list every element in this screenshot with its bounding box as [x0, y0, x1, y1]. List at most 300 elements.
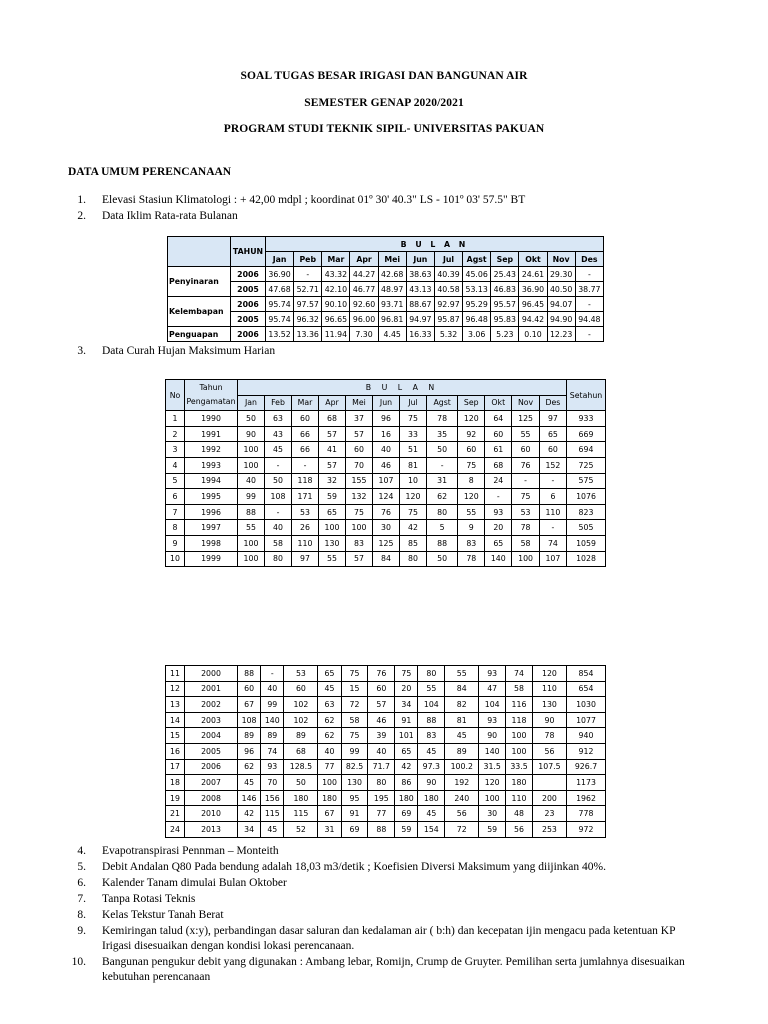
value-cell: 100 — [512, 551, 540, 567]
value-cell: 40.50 — [547, 282, 575, 297]
value-cell: - — [512, 473, 540, 489]
value-cell: 38.63 — [406, 267, 434, 282]
total-cell: 778 — [567, 806, 606, 822]
value-cell: 35 — [427, 426, 458, 442]
year-cell: 1993 — [185, 457, 238, 473]
value-cell: 40 — [238, 473, 265, 489]
value-cell: 46.77 — [350, 282, 378, 297]
list-item-number: 8. — [77, 909, 86, 921]
value-cell: 76 — [368, 666, 395, 682]
value-cell: 67 — [238, 697, 261, 713]
value-cell: 90 — [479, 728, 506, 744]
value-cell: 46.83 — [491, 282, 519, 297]
month-header: Jun — [406, 252, 434, 267]
value-cell: 31 — [318, 821, 341, 837]
value-cell: 100 — [238, 551, 265, 567]
table-row — [166, 489, 606, 505]
value-cell: 110 — [292, 535, 319, 551]
value-cell: 108 — [238, 712, 261, 728]
value-cell: 115 — [284, 806, 318, 822]
month-header: Peb — [294, 252, 322, 267]
value-cell: 96.00 — [350, 312, 378, 327]
rain-header-row — [166, 380, 606, 396]
value-cell: 99 — [261, 697, 284, 713]
value-cell: 96 — [238, 743, 261, 759]
total-cell: 912 — [567, 743, 606, 759]
list-item-text: Elevasi Stasiun Klimatologi : + 42,00 mdpl ; koordinat 01º 30' 40.3" LS - 101º 03' 57.5" BT — [102, 194, 526, 206]
value-cell: 51 — [400, 442, 427, 458]
value-cell: 56 — [506, 821, 533, 837]
year-cell: 2003 — [185, 712, 238, 728]
value-cell: 31.5 — [479, 759, 506, 775]
value-cell: 57 — [319, 426, 346, 442]
value-cell: 93 — [261, 759, 284, 775]
month-header: Jan — [238, 395, 265, 411]
value-cell: 65 — [395, 743, 418, 759]
value-cell: 180 — [318, 790, 341, 806]
month-header: Jan — [266, 252, 294, 267]
value-cell: 26 — [292, 520, 319, 536]
climate-row — [168, 297, 604, 312]
value-cell: 253 — [532, 821, 566, 837]
value-cell: 120 — [532, 666, 566, 682]
value-cell: 60 — [458, 442, 485, 458]
value-cell: 152 — [539, 457, 566, 473]
value-cell: 90 — [418, 775, 445, 791]
year-cell: 1999 — [185, 551, 238, 567]
table-row — [166, 790, 606, 806]
value-cell: 57 — [346, 551, 373, 567]
value-cell: 63 — [318, 697, 341, 713]
value-cell: 130 — [532, 697, 566, 713]
value-cell: 70 — [346, 457, 373, 473]
year-cell: 2006 — [185, 759, 238, 775]
doc-title-line3: PROGRAM STUDI TEKNIK SIPIL- UNIVERSITAS PAKUAN — [223, 123, 545, 135]
empty-header-cell — [168, 237, 231, 267]
value-cell: 30 — [479, 806, 506, 822]
total-cell: 823 — [567, 504, 606, 520]
value-cell: 59 — [319, 489, 346, 505]
value-cell: - — [575, 267, 603, 282]
value-cell: 154 — [418, 821, 445, 837]
value-cell: 74 — [539, 535, 566, 551]
value-cell: 100 — [238, 535, 265, 551]
value-cell: 41 — [319, 442, 346, 458]
value-cell: 0.10 — [519, 327, 547, 342]
month-header: Apr — [350, 252, 378, 267]
value-cell: 34 — [238, 821, 261, 837]
value-cell: 58 — [506, 681, 533, 697]
value-cell: 55 — [319, 551, 346, 567]
value-cell: 83 — [418, 728, 445, 744]
list-item-text: Kalender Tanam dimulai Bulan Oktober — [102, 877, 287, 889]
value-cell: 7.30 — [350, 327, 378, 342]
value-cell: - — [265, 457, 292, 473]
value-cell: 116 — [506, 697, 533, 713]
value-cell: 65 — [539, 426, 566, 442]
value-cell: 38.77 — [575, 282, 603, 297]
value-cell: 81 — [400, 457, 427, 473]
list-item-text-cont: kebutuhan perencanaan — [102, 971, 211, 983]
value-cell: 48 — [506, 806, 533, 822]
no-cell: 11 — [166, 666, 185, 682]
value-cell: 82 — [445, 697, 479, 713]
value-cell: 90 — [532, 712, 566, 728]
value-cell: 132 — [346, 489, 373, 505]
value-cell: 100 — [319, 520, 346, 536]
value-cell: 95.29 — [463, 297, 491, 312]
value-cell: 120 — [400, 489, 427, 505]
list-item-number: 9. — [77, 925, 86, 937]
total-cell: 694 — [567, 442, 606, 458]
year-cell: 1991 — [185, 426, 238, 442]
value-cell: 83 — [458, 535, 485, 551]
bulan-header: B U L A N — [266, 237, 604, 252]
list-item-text: Evapotranspirasi Pennman – Monteith — [102, 845, 279, 857]
value-cell: 71.7 — [368, 759, 395, 775]
value-cell: 75 — [400, 504, 427, 520]
value-cell: 91 — [341, 806, 368, 822]
value-cell: 78 — [532, 728, 566, 744]
value-cell: 9 — [458, 520, 485, 536]
value-cell: 78 — [512, 520, 540, 536]
year-cell: 1998 — [185, 535, 238, 551]
value-cell: 58 — [512, 535, 540, 551]
value-cell: 62 — [318, 712, 341, 728]
list-item-number: 2. — [77, 210, 86, 222]
value-cell: 100 — [238, 457, 265, 473]
value-cell: 37 — [346, 411, 373, 427]
value-cell: 89 — [284, 728, 318, 744]
value-cell: 6 — [539, 489, 566, 505]
no-cell: 10 — [166, 551, 185, 567]
table-row — [166, 743, 606, 759]
value-cell: 75 — [341, 728, 368, 744]
value-cell: 60 — [292, 411, 319, 427]
value-cell: 36.90 — [519, 282, 547, 297]
value-cell: 100 — [506, 743, 533, 759]
value-cell: 53 — [512, 504, 540, 520]
year-cell: 2007 — [185, 775, 238, 791]
doc-title-line1: SOAL TUGAS BESAR IRIGASI DAN BANGUNAN AIR — [240, 70, 528, 82]
table-row — [166, 520, 606, 536]
value-cell: - — [575, 327, 603, 342]
value-cell: 84 — [445, 681, 479, 697]
value-cell: 93.71 — [378, 297, 406, 312]
value-cell: 195 — [368, 790, 395, 806]
month-header: Mar — [322, 252, 350, 267]
value-cell: 16 — [373, 426, 400, 442]
value-cell: 94.42 — [519, 312, 547, 327]
list-item-text: Data Curah Hujan Maksimum Harian — [102, 345, 276, 357]
month-header: Okt — [519, 252, 547, 267]
no-cell: 5 — [166, 473, 185, 489]
month-header: Agst — [427, 395, 458, 411]
no-cell: 6 — [166, 489, 185, 505]
value-cell: 55 — [418, 681, 445, 697]
value-cell: 55 — [458, 504, 485, 520]
value-cell: 5 — [427, 520, 458, 536]
value-cell: 30 — [373, 520, 400, 536]
value-cell: 53 — [292, 504, 319, 520]
value-cell: 96.65 — [322, 312, 350, 327]
tahun-header: TAHUN — [231, 237, 266, 267]
value-cell: 80 — [368, 775, 395, 791]
value-cell: 44.27 — [350, 267, 378, 282]
value-cell: 75 — [395, 666, 418, 682]
value-cell: 88 — [238, 504, 265, 520]
total-cell: 1173 — [567, 775, 606, 791]
value-cell: 104 — [418, 697, 445, 713]
value-cell: 93 — [479, 666, 506, 682]
table-row — [166, 775, 606, 791]
value-cell: 92.60 — [350, 297, 378, 312]
list-item-text: Debit Andalan Q80 Pada bendung adalah 18,03 m3/detik ; Koefisien Diversi Maksimum yang diijinkan 40%. — [102, 861, 606, 873]
value-cell: 97.57 — [294, 297, 322, 312]
value-cell: 130 — [341, 775, 368, 791]
climate-param-label: Penguapan — [168, 327, 231, 342]
table-row — [166, 821, 606, 837]
value-cell: 48.97 — [378, 282, 406, 297]
value-cell: 120 — [458, 489, 485, 505]
month-header: Nov — [512, 395, 540, 411]
climate-header-row — [168, 237, 604, 252]
value-cell: 45 — [418, 743, 445, 759]
value-cell: 55 — [512, 426, 540, 442]
value-cell: 60 — [485, 426, 512, 442]
table-row — [166, 442, 606, 458]
no-cell: 7 — [166, 504, 185, 520]
value-cell: 88 — [368, 821, 395, 837]
value-cell: 60 — [346, 442, 373, 458]
no-cell: 17 — [166, 759, 185, 775]
month-header: Mei — [378, 252, 406, 267]
value-cell: 57 — [368, 697, 395, 713]
total-cell: 972 — [567, 821, 606, 837]
total-cell: 854 — [567, 666, 606, 682]
value-cell: 93 — [479, 712, 506, 728]
value-cell: 120 — [458, 411, 485, 427]
value-cell: - — [575, 297, 603, 312]
value-cell: 100 — [506, 728, 533, 744]
value-cell: 61 — [485, 442, 512, 458]
value-cell: 45 — [445, 728, 479, 744]
value-cell: 118 — [292, 473, 319, 489]
climate-row — [168, 282, 604, 297]
total-cell: 1962 — [567, 790, 606, 806]
month-header: Des — [575, 252, 603, 267]
value-cell: 100 — [346, 520, 373, 536]
table-row — [166, 551, 606, 567]
year-cell: 2006 — [231, 297, 266, 312]
value-cell: - — [485, 489, 512, 505]
value-cell: 100 — [238, 442, 265, 458]
value-cell: 67 — [318, 806, 341, 822]
year-cell: 2001 — [185, 681, 238, 697]
value-cell: 60 — [284, 681, 318, 697]
value-cell: 52.71 — [294, 282, 322, 297]
value-cell: 140 — [479, 743, 506, 759]
total-cell: 1076 — [567, 489, 606, 505]
section-title: DATA UMUM PERENCANAAN — [68, 166, 232, 178]
value-cell: 94.07 — [547, 297, 575, 312]
value-cell: 10 — [400, 473, 427, 489]
value-cell: 96.81 — [378, 312, 406, 327]
value-cell: 102 — [284, 697, 318, 713]
no-cell: 9 — [166, 535, 185, 551]
value-cell: 23 — [532, 806, 566, 822]
no-cell: 19 — [166, 790, 185, 806]
value-cell: 62 — [318, 728, 341, 744]
value-cell: 180 — [284, 790, 318, 806]
value-cell: 80 — [400, 551, 427, 567]
month-header: Jun — [373, 395, 400, 411]
value-cell: 95.57 — [491, 297, 519, 312]
value-cell: 95.74 — [266, 297, 294, 312]
value-cell: 42.10 — [322, 282, 350, 297]
value-cell: 78 — [458, 551, 485, 567]
year-cell: 1997 — [185, 520, 238, 536]
doc-title-line2: SEMESTER GENAP 2020/2021 — [304, 97, 464, 109]
value-cell: 74 — [261, 743, 284, 759]
value-cell: 69 — [395, 806, 418, 822]
value-cell: 155 — [346, 473, 373, 489]
value-cell: 45 — [265, 442, 292, 458]
climate-row — [168, 327, 604, 342]
value-cell: 146 — [238, 790, 261, 806]
month-header: Des — [539, 395, 566, 411]
table-row — [166, 535, 606, 551]
value-cell: 40.58 — [434, 282, 462, 297]
total-cell: 933 — [567, 411, 606, 427]
value-cell: 25.43 — [491, 267, 519, 282]
table-row — [166, 806, 606, 822]
table-row — [166, 728, 606, 744]
value-cell: 47.68 — [266, 282, 294, 297]
value-cell: 88.67 — [406, 297, 434, 312]
no-cell: 1 — [166, 411, 185, 427]
value-cell: 107 — [539, 551, 566, 567]
value-cell: 57 — [346, 426, 373, 442]
value-cell — [532, 775, 566, 791]
value-cell: 95.74 — [266, 312, 294, 327]
total-cell: 669 — [567, 426, 606, 442]
no-cell: 8 — [166, 520, 185, 536]
value-cell: 46 — [368, 712, 395, 728]
value-cell: 180 — [506, 775, 533, 791]
month-header: Sep — [491, 252, 519, 267]
value-cell: 31 — [427, 473, 458, 489]
value-cell: 47 — [479, 681, 506, 697]
value-cell: 40 — [318, 743, 341, 759]
value-cell: 50 — [427, 551, 458, 567]
climate-param-label: Penyinaran — [168, 267, 231, 297]
value-cell: 86 — [395, 775, 418, 791]
list-item-text: Kemiringan talud (x:y), perbandingan dasar saluran dan kedalaman air ( b:h) dan kecepatan ijin mengacu pada ketentuan KP — [102, 925, 676, 937]
month-header: Mei — [346, 395, 373, 411]
value-cell: 75 — [346, 504, 373, 520]
month-header: Jul — [434, 252, 462, 267]
value-cell: 40 — [368, 743, 395, 759]
bulan-header: B U L A N — [238, 380, 567, 396]
no-cell: 24 — [166, 821, 185, 837]
value-cell: - — [539, 473, 566, 489]
month-header: Apr — [319, 395, 346, 411]
list-item-text: Tanpa Rotasi Teknis — [102, 893, 196, 905]
total-cell: 1028 — [567, 551, 606, 567]
value-cell: 20 — [395, 681, 418, 697]
no-cell: 21 — [166, 806, 185, 822]
value-cell: 40 — [265, 520, 292, 536]
table-row — [166, 759, 606, 775]
value-cell: 45 — [238, 775, 261, 791]
value-cell: 80 — [265, 551, 292, 567]
table-row — [166, 697, 606, 713]
value-cell: 8 — [458, 473, 485, 489]
value-cell: 156 — [261, 790, 284, 806]
value-cell: - — [292, 457, 319, 473]
table-row — [166, 712, 606, 728]
year-cell: 1992 — [185, 442, 238, 458]
year-cell: 1996 — [185, 504, 238, 520]
value-cell: 45 — [418, 806, 445, 822]
value-cell: 62 — [238, 759, 261, 775]
table-row — [166, 411, 606, 427]
value-cell: 60 — [512, 442, 540, 458]
climate-row — [168, 267, 604, 282]
value-cell: 24 — [485, 473, 512, 489]
value-cell: 42.68 — [378, 267, 406, 282]
setahun-header: Setahun — [567, 380, 606, 411]
value-cell: 80 — [427, 504, 458, 520]
value-cell: 42 — [395, 759, 418, 775]
value-cell: 50 — [238, 411, 265, 427]
value-cell: 59 — [395, 821, 418, 837]
value-cell: 13.52 — [266, 327, 294, 342]
value-cell: 140 — [485, 551, 512, 567]
table-row — [166, 426, 606, 442]
value-cell: 68 — [284, 743, 318, 759]
value-cell: 94.48 — [575, 312, 603, 327]
value-cell: 4.45 — [378, 327, 406, 342]
value-cell: 56 — [532, 743, 566, 759]
value-cell: 68 — [319, 411, 346, 427]
value-cell: 45 — [261, 821, 284, 837]
value-cell: 110 — [506, 790, 533, 806]
value-cell: 43.32 — [322, 267, 350, 282]
value-cell: 77 — [318, 759, 341, 775]
value-cell: 15 — [341, 681, 368, 697]
climate-table — [167, 236, 604, 342]
list-item-text: Bangunan pengukur debit yang digunakan : Ambang lebar, Romijn, Crump de Gruyter. Pemilihan serta jumlahnya disesuaikan — [102, 956, 685, 968]
value-cell: 43 — [265, 426, 292, 442]
no-cell: 15 — [166, 728, 185, 744]
value-cell: 89 — [238, 728, 261, 744]
value-cell: 42 — [238, 806, 261, 822]
value-cell: 69 — [341, 821, 368, 837]
value-cell: 125 — [512, 411, 540, 427]
value-cell: 46 — [373, 457, 400, 473]
year-cell: 1990 — [185, 411, 238, 427]
value-cell: 82.5 — [341, 759, 368, 775]
value-cell: 102 — [284, 712, 318, 728]
pengamatan-label: Pengamatan — [186, 397, 236, 407]
value-cell: 20 — [485, 520, 512, 536]
value-cell: 88 — [418, 712, 445, 728]
value-cell: 95.87 — [434, 312, 462, 327]
total-cell: 1059 — [567, 535, 606, 551]
value-cell: 16.33 — [406, 327, 434, 342]
